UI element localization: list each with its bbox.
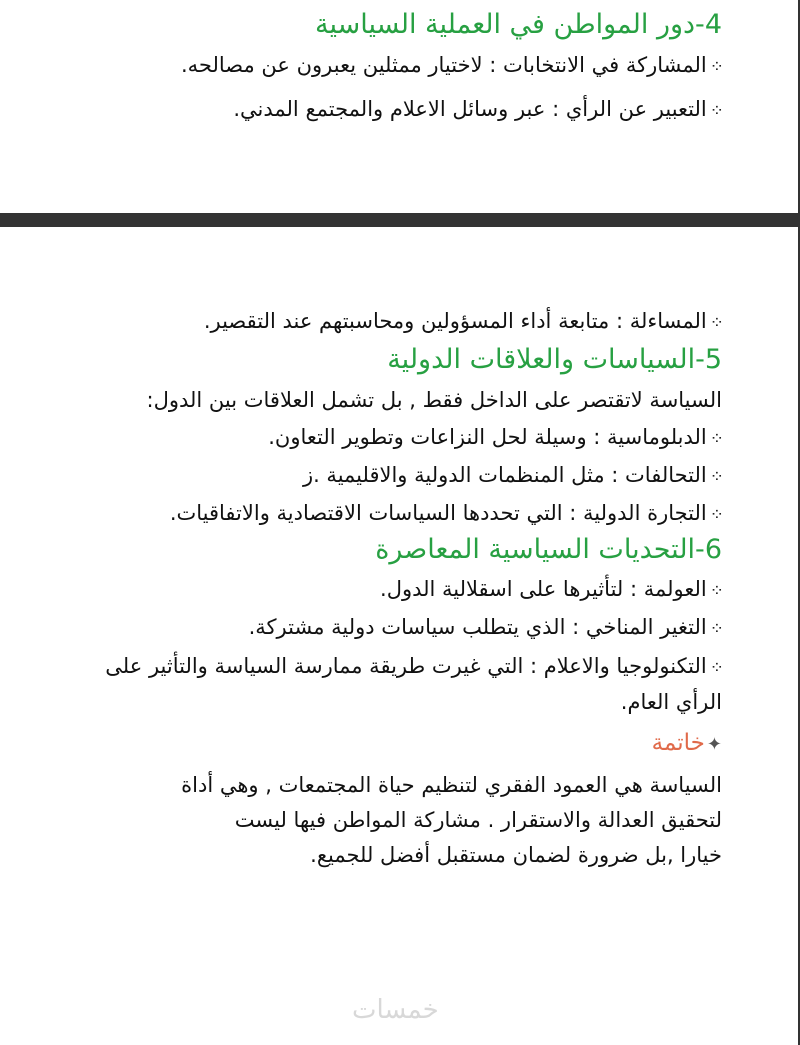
list-item xyxy=(72,47,722,85)
list-item xyxy=(72,495,722,533)
conclusion-line: خيارا ,بل ضرورة لضمان مستقبل أفضل للجميع. xyxy=(310,843,722,868)
list-item-text: المساءلة : متابعة أداء المسؤولين ومحاسبتهم عند التقصير. xyxy=(203,309,707,333)
bullet-icon: ⁘ xyxy=(709,504,722,525)
list-item xyxy=(72,609,722,647)
page-top xyxy=(0,0,800,213)
list-item-text: المشاركة في الانتخابات : لاختيار ممثلين يعبرون عن مصالحه. xyxy=(180,52,707,77)
list-item-text: العولمة : لتأثيرها على اسقلالية الدول. xyxy=(380,576,707,601)
list-item-text: التحالفات : مثل المنظمات الدولية والاقليمية .ز xyxy=(302,462,707,487)
list-item-text: التعبير عن الرأي : عبر وسائل الاعلام والمجتمع المدني. xyxy=(233,96,707,121)
list-item-text: التجارة الدولية : التي تحددها السياسات الاقتصادية والاتفاقيات. xyxy=(169,500,707,525)
bullet-icon: ⁘ xyxy=(709,466,722,487)
list-item xyxy=(72,419,722,457)
watermark: خمسات xyxy=(352,995,439,1025)
conclusion-title: خاتمة xyxy=(651,729,705,756)
list-item xyxy=(72,457,722,495)
page-separator xyxy=(0,213,800,227)
list-item-text: الدبلوماسية : وسيلة لحل النزاعات وتطوير التعاون. xyxy=(268,424,707,449)
conclusion-heading xyxy=(72,729,722,759)
list-item-text: التغير المناخي : الذي يتطلب سياسات دولية مشتركة. xyxy=(248,614,707,639)
list-item xyxy=(72,649,722,719)
page-content xyxy=(72,303,722,873)
section-6-heading: 6-التحديات السياسية المعاصرة xyxy=(375,533,722,565)
list-item xyxy=(72,571,722,609)
sparkle-icon: ✦ xyxy=(706,733,722,755)
section-4-heading: 4-دور المواطن في العملية السياسية xyxy=(315,9,722,40)
bullet-icon: ⁘ xyxy=(709,657,722,678)
section-4 xyxy=(72,8,722,129)
conclusion-body xyxy=(72,768,722,873)
section-5-intro: السياسة لاتقتصر على الداخل فقط , بل تشمل العلاقات بين الدول: xyxy=(146,387,722,412)
section-5-heading: 5-السياسات والعلاقات الدولية xyxy=(387,344,722,375)
conclusion-line: السياسة هي العمود الفقري لتنظيم حياة المجتمعات , وهي أداة xyxy=(181,773,722,798)
bullet-icon: ⁘ xyxy=(709,56,722,77)
conclusion-line: لتحقيق العدالة والاستقرار . مشاركة المواطن فيها ليست xyxy=(234,808,722,833)
page-bottom xyxy=(0,227,800,1045)
bullet-icon: ⁘ xyxy=(709,428,722,449)
bullet-icon: ⁘ xyxy=(709,580,722,601)
list-item xyxy=(72,303,722,341)
bullet-icon: ⁘ xyxy=(709,618,722,639)
bullet-icon: ⁘ xyxy=(709,313,722,333)
list-item-text: التكنولوجيا والاعلام : التي غيرت طريقة ممارسة السياسة والتأثير على الرأي العام. xyxy=(105,653,722,714)
bullet-icon: ⁘ xyxy=(709,100,722,121)
list-item xyxy=(72,91,722,129)
